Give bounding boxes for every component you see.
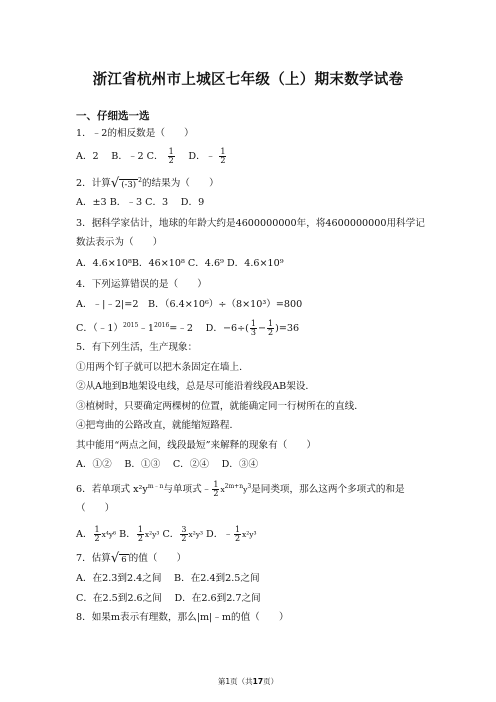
page-title: 浙江省杭州市上城区七年级（上）期末数学试卷 — [92, 72, 404, 88]
question-2-options: A．±3 B．﹣3 C．3 D．9 — [76, 197, 205, 208]
fraction: $\frac{1}{2}$ — [234, 525, 241, 543]
question-4-options-row1: A．﹣|﹣2|=2 B．（6.4×10⁶）÷（8×10³）=800 — [76, 299, 303, 310]
square-root: √ (-3) — [110, 176, 137, 191]
question-5-item-4: ④把弯曲的公路改直，就能缩短路程． — [76, 420, 240, 431]
fraction: $\frac{1}{2}$ — [137, 525, 143, 543]
question-8-stem: 8．如果m表示有理数，那么|m|﹣m的值（ ） — [76, 612, 289, 623]
question-6-stem-line2: （ ） — [76, 503, 115, 514]
question-5-item-1: ①用两个钉子就可以把木条固定在墙上． — [76, 362, 249, 373]
question-5-stem: 5．有下列生活，生产现象： — [76, 342, 198, 353]
question-5-options: A．①② B．①③ C．②④ D．③④ — [76, 459, 259, 470]
question-4-stem: 4．下列运算错误的是（ ） — [76, 279, 207, 290]
square-root: √ 6 — [110, 551, 127, 566]
page-footer: 第1页（共17页） — [217, 677, 279, 686]
question-5-item-2: ②从A地到B地架设电线，总是尽可能沿着线段AB架设． — [76, 381, 316, 392]
question-7-options-row2: C．在2.5到2.6之间 D．在2.6到2.7之间 — [76, 593, 261, 604]
question-4-options-row2: C．$(﹣1)^{2015}﹣1^{2016}=﹣2$ D．−6÷( $\frac{1}{3}$ − $\frac{1}{2}$ )=36 — [76, 319, 300, 337]
fraction: $\frac{1}{2}$ — [213, 480, 219, 498]
question-2-stem: 2．计算 √ (-3) $^2$的结果为（ ） — [76, 176, 219, 191]
fraction: $\frac{1}{2}$ — [268, 319, 274, 337]
question-3-stem-line2: 数法表示为（ ） — [76, 237, 163, 248]
fraction: $\frac{1}{2}$ — [94, 525, 100, 543]
question-3-options: A．4.6×10⁸B．46×10⁸ C．4.6⁹ D．4.6×10⁹ — [76, 258, 284, 269]
question-5-item-3: ③植树时，只要确定两棵树的位置，就能确定同一行树所在的直线． — [76, 401, 364, 412]
section-heading: 一、仔细选一选 — [76, 110, 150, 122]
fraction: $\frac{1}{2}$ — [168, 147, 174, 165]
question-6-stem: 6．若单项式 $x^2y^{m﹣n}$与单项式﹣ $\frac{1}{2}$ $x^{2m+n}y^3$是同类项，那么这两个多项式的和是 — [76, 480, 405, 498]
fraction: $\frac{3}{2}$ — [181, 525, 187, 543]
fraction: $\frac{1}{3}$ — [250, 319, 256, 337]
question-1-options: A．2 B．﹣2 C． $\frac{1}{2}$ D．﹣ $\frac{1}{2}$ — [76, 147, 226, 165]
question-3-stem-line1: 3．据科学家估计，地球的年龄大约是4600000000年，将4600000000用科学记 — [76, 218, 425, 229]
fraction: $\frac{1}{2}$ — [220, 147, 226, 165]
question-1-stem: 1．﹣2的相反数是（ ） — [76, 128, 194, 139]
question-7-stem: 7．估算 √ 6 的值（ ） — [76, 551, 187, 566]
question-7-options-row1: A．在2.3到2.4之间 B．在2.4到2.5之间 — [76, 573, 260, 584]
question-6-options: A． $\frac{1}{2}$ x⁴y⁶ B． $\frac{1}{2}$ x²y³ C． $\frac{3}{2}$ x²y³ D．﹣ $\frac{1}{2}$ x²y³ — [76, 525, 257, 543]
question-5-ask: 其中能用“两点之间，线段最短”来解释的现象有（ ） — [76, 440, 317, 451]
